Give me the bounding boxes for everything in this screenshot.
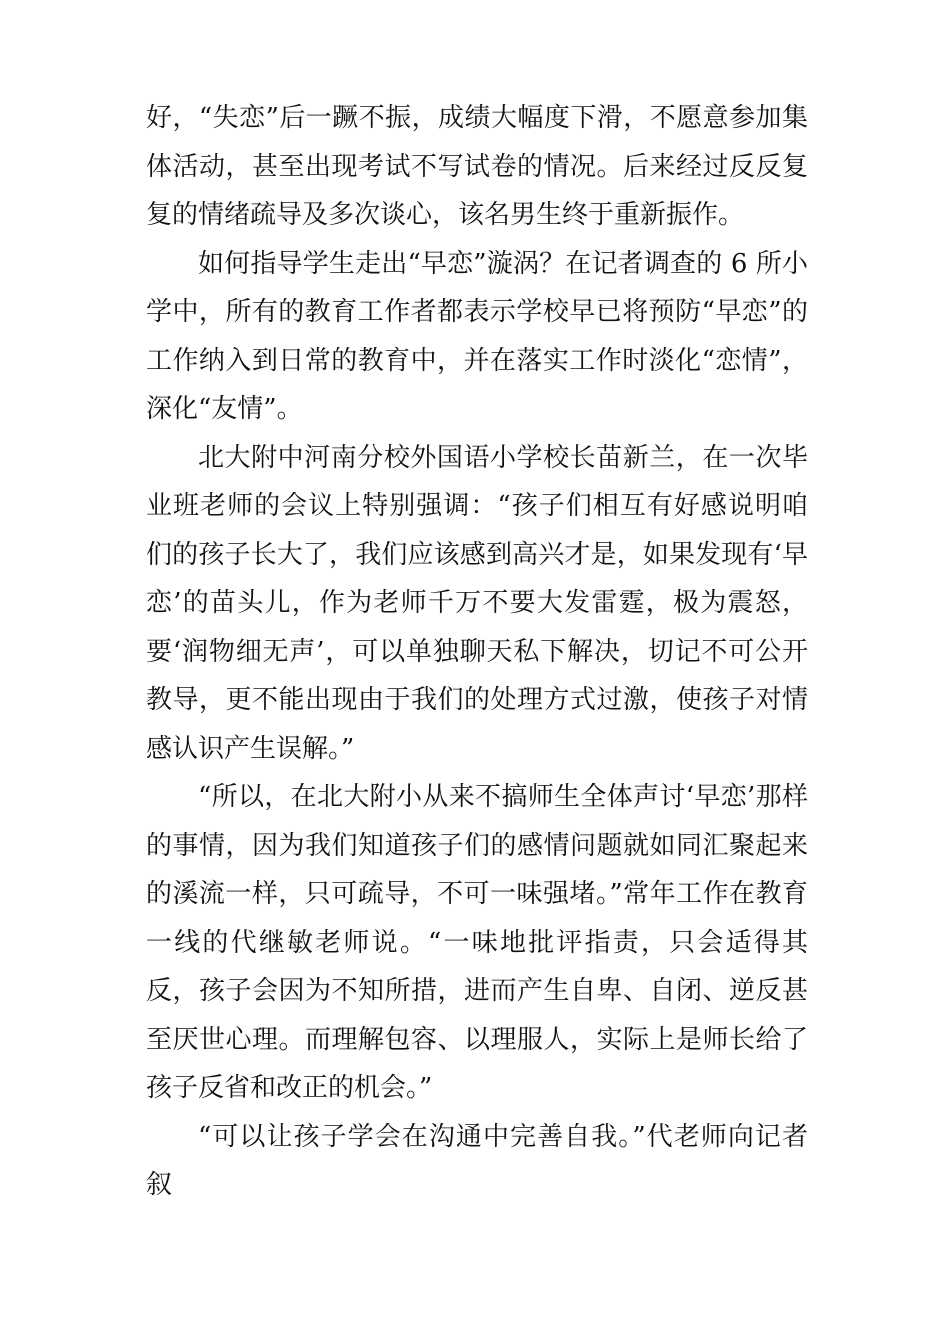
paragraph-guidance-question: 如何指导学生走出“早恋”漩涡？在记者调查的 6 所小学中，所有的教育工作者都表示学校早已将预防“早恋”的工作纳入到日常的教育中，并在落实工作时淡化“恋情”，深化“友情”。 (146, 248, 808, 424)
article-body (146, 94, 808, 1210)
paragraph-teacher-quote: “所以，在北大附小从来不搞师生全体声讨‘早恋’那样的事情，因为我们知道孩子们的感情问题就如同汇聚起来的溪流一样，只可疏导，不可一味强堵。”常年工作在教育一线的代继敏老师说。“一味地批评指责，只会适得其反，孩子会因为不知所措，进而产生自卑、自闭、逆反甚至厌世心理。而理解包容、以理服人，实际上是师长给了孩子反省和改正的机会。” (146, 782, 808, 1103)
paragraph-continuation: 好，“失恋”后一蹶不振，成绩大幅度下滑，不愿意参加集体活动，甚至出现考试不写试卷的情况。后来经过反反复复的情绪疏导及多次谈心，该名男生终于重新振作。 (146, 103, 808, 230)
paragraph-principal-quote: 北大附中河南分校外国语小学校长苗新兰，在一次毕业班老师的会议上特别强调：“孩子们相互有好感说明咱们的孩子长大了，我们应该感到高兴才是，如果发现有‘早恋’的苗头儿，作为老师千万不要大发雷霆，极为震怒，要‘润物细无声’，可以单独聊天私下解决，切记不可公开教导，更不能出现由于我们的处理方式过激，使孩子对情感认识产生误解。” (146, 442, 808, 764)
paragraph-communication: “可以让孩子学会在沟通中完善自我。”代老师向记者叙 (146, 1121, 808, 1200)
